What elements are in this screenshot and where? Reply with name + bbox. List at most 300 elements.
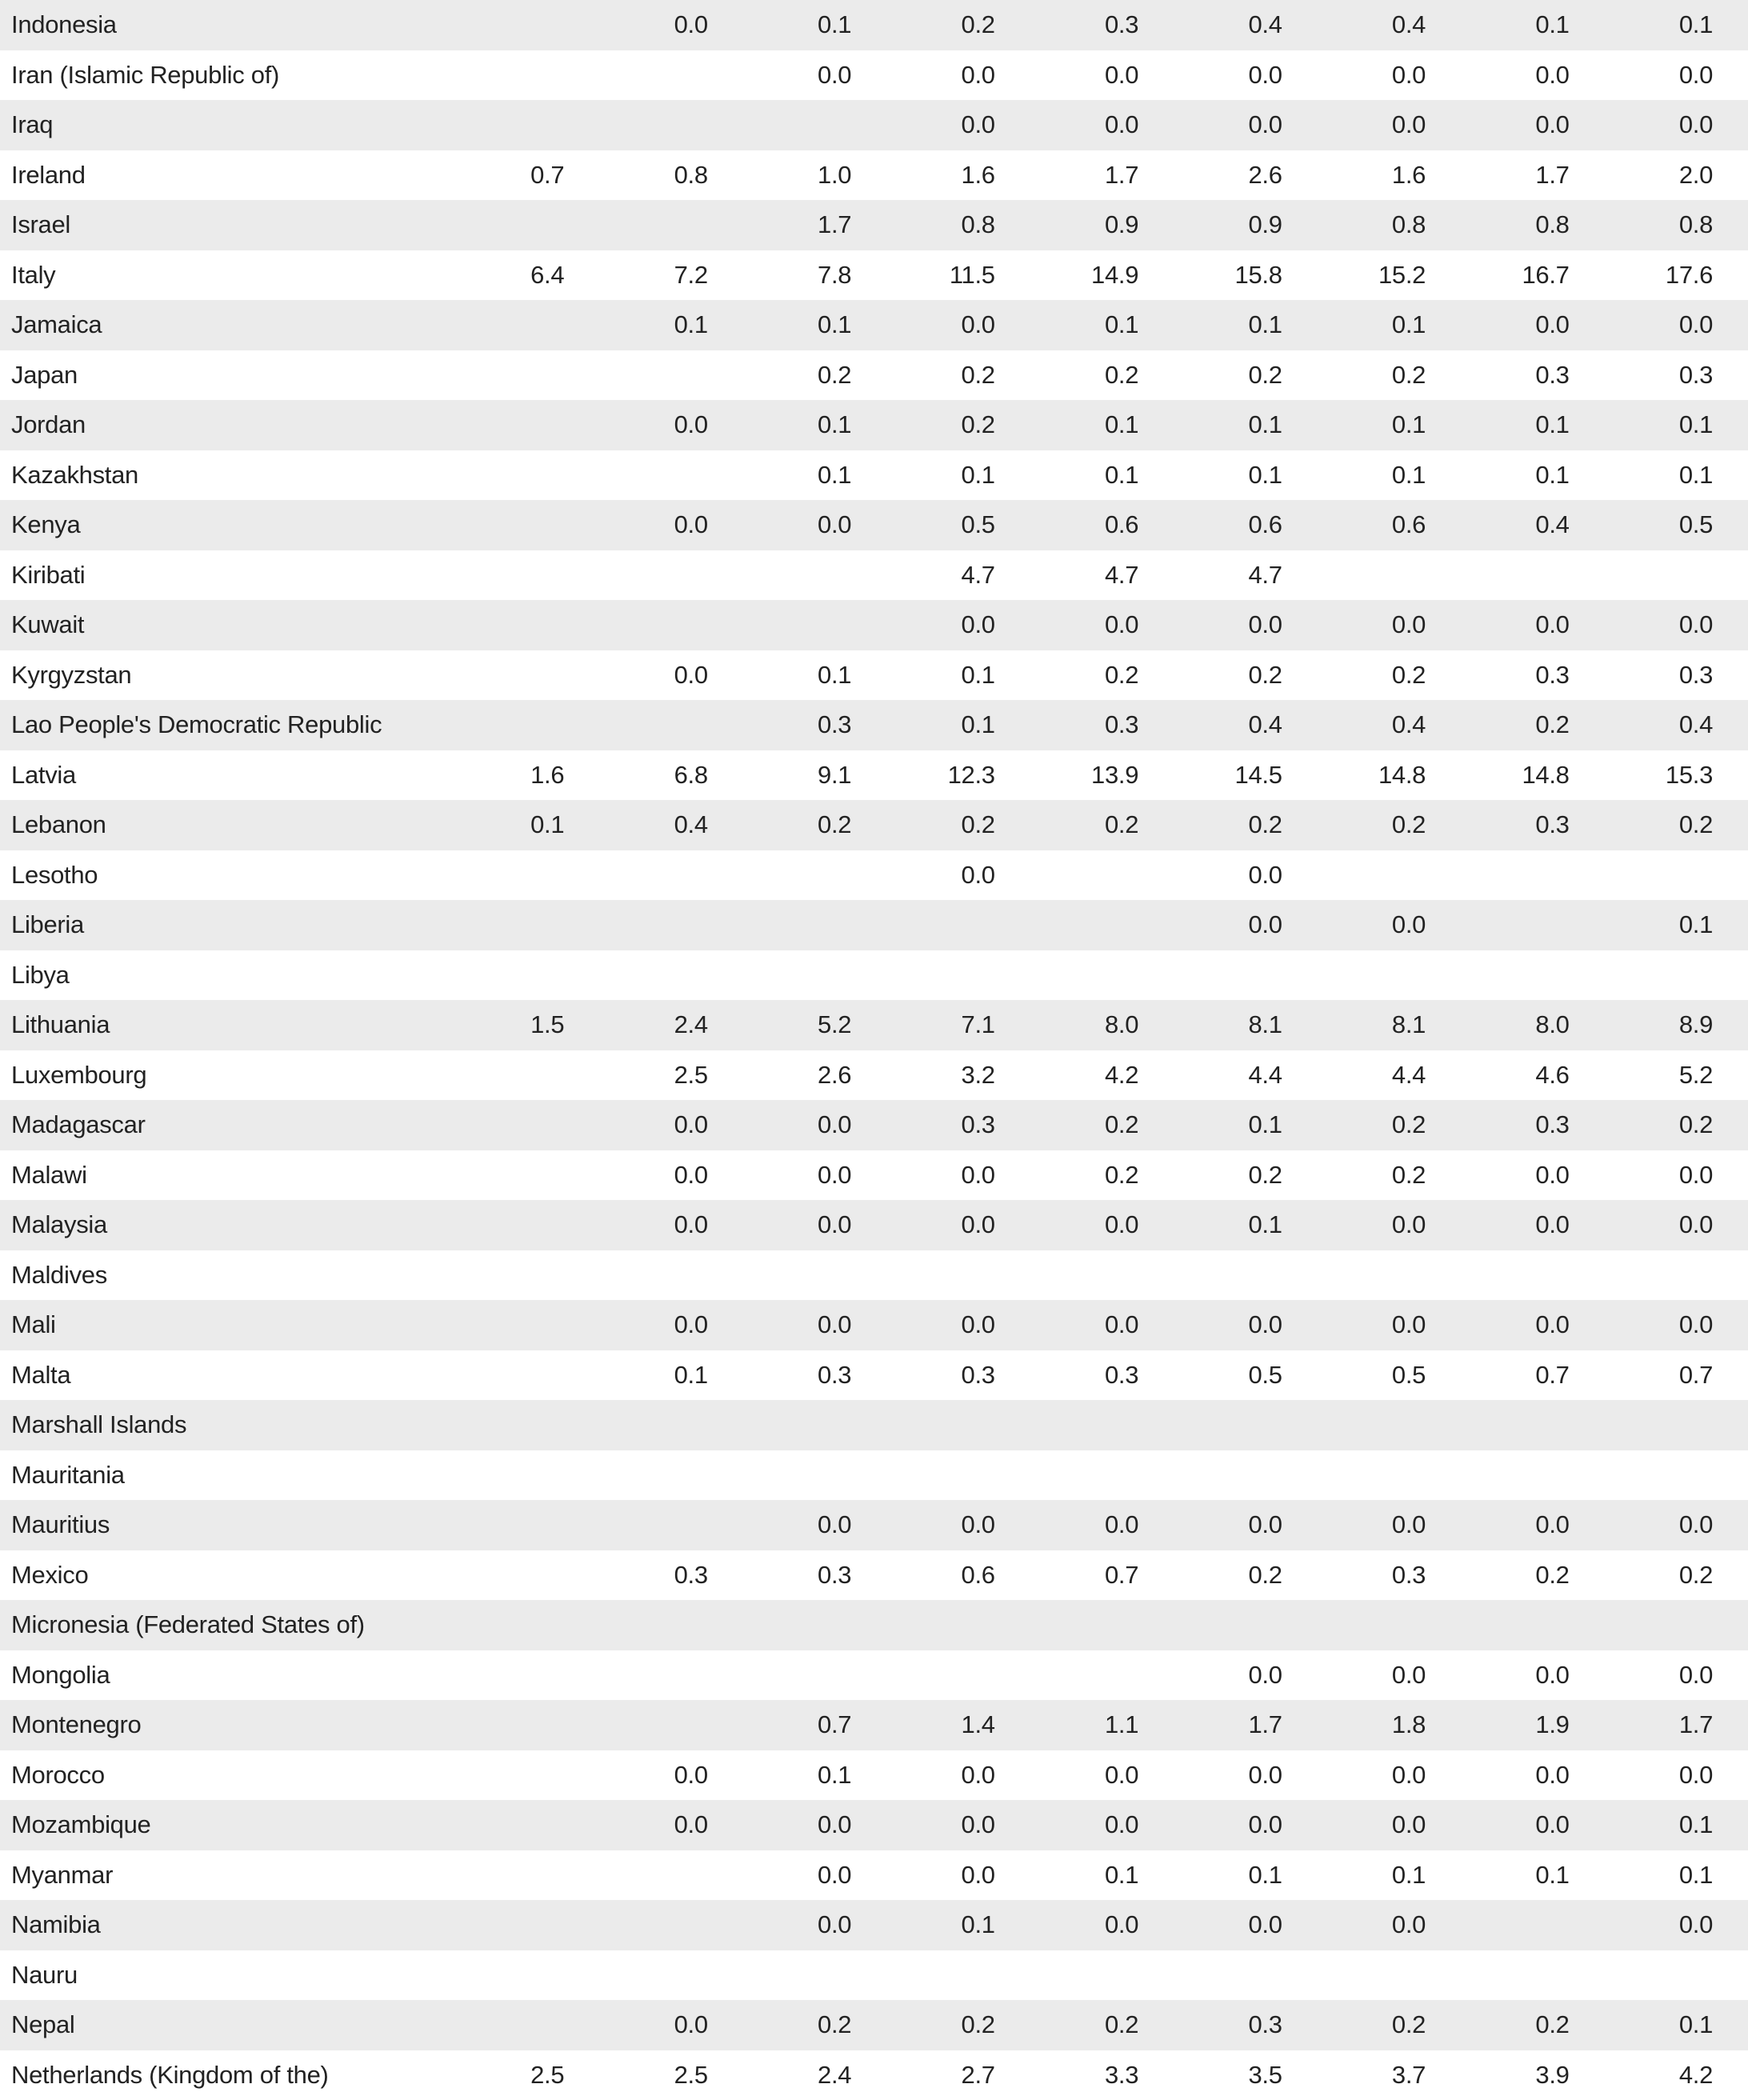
table-row [0,800,1748,850]
country-name: Malawi [0,1161,456,1190]
value-cell: 0.0 [1461,610,1604,639]
value-cell: 0.0 [1605,61,1748,90]
value-cell: 3.3 [1030,2061,1174,2090]
value-cell: 0.0 [1174,1661,1317,1690]
value-cell: 3.2 [886,1061,1030,1090]
value-cell: 0.0 [886,861,1030,890]
value-cell: 2.6 [743,1061,886,1090]
value-cell: 8.1 [1318,1010,1461,1039]
value-cell: 5.2 [1605,1061,1748,1090]
country-name: Malaysia [0,1210,456,1239]
country-name: Indonesia [0,10,456,39]
value-cell: 0.1 [1318,1861,1461,1890]
value-cell: 14.9 [1030,261,1174,290]
value-cell: 0.1 [743,1761,886,1790]
country-name: Japan [0,361,456,390]
value-cell: 0.2 [743,810,886,839]
value-cell: 0.1 [1174,461,1317,490]
country-name: Lebanon [0,810,456,839]
value-cell: 0.0 [886,1210,1030,1239]
country-name: Mauritania [0,1461,456,1490]
value-cell: 0.5 [1174,1361,1317,1390]
country-name: Kuwait [0,610,456,639]
value-cell: 0.0 [1461,1310,1604,1339]
value-cell: 0.3 [1605,361,1748,390]
value-cell: 0.0 [743,61,886,90]
value-cell: 0.0 [1605,1210,1748,1239]
value-cell: 7.2 [599,261,742,290]
value-cell: 0.4 [1605,710,1748,739]
country-name: Mongolia [0,1661,456,1690]
country-name: Kyrgyzstan [0,661,456,690]
country-name: Mozambique [0,1810,456,1839]
table-row [0,500,1748,550]
value-cell: 4.4 [1318,1061,1461,1090]
value-cell: 0.0 [599,661,742,690]
value-cell: 0.0 [1174,1910,1317,1939]
value-cell: 0.0 [599,1210,742,1239]
value-cell: 7.8 [743,261,886,290]
value-cell: 0.2 [1174,661,1317,690]
value-cell: 8.0 [1461,1010,1604,1039]
value-cell: 0.0 [743,1910,886,1939]
value-cell: 0.0 [743,1310,886,1339]
value-cell: 0.2 [886,361,1030,390]
value-cell: 0.3 [1461,1110,1604,1139]
value-cell: 0.0 [886,1310,1030,1339]
value-cell: 0.0 [1030,61,1174,90]
value-cell: 0.1 [1174,1210,1317,1239]
value-cell: 4.2 [1605,2061,1748,2090]
country-name: Latvia [0,761,456,790]
value-cell: 0.1 [1174,310,1317,339]
value-cell: 2.5 [456,2061,599,2090]
value-cell: 9.1 [743,761,886,790]
value-cell: 0.3 [1461,361,1604,390]
value-cell: 0.2 [1174,361,1317,390]
value-cell: 0.1 [599,310,742,339]
value-cell: 0.2 [1461,2010,1604,2039]
value-cell: 0.2 [1605,810,1748,839]
value-cell: 0.0 [599,1310,742,1339]
table-row [0,350,1748,401]
value-cell: 0.0 [599,10,742,39]
value-cell: 0.2 [1318,810,1461,839]
value-cell: 0.1 [1605,2010,1748,2039]
value-cell: 0.2 [1174,1161,1317,1190]
country-name: Israel [0,210,456,239]
value-cell: 0.6 [1174,510,1317,539]
value-cell: 0.1 [1318,310,1461,339]
country-name: Luxembourg [0,1061,456,1090]
value-cell: 0.7 [456,161,599,190]
table-row [0,750,1748,801]
value-cell: 0.3 [1030,10,1174,39]
value-cell: 0.0 [886,1161,1030,1190]
table-row [0,1000,1748,1050]
value-cell: 0.0 [886,1761,1030,1790]
value-cell: 0.0 [1605,1661,1748,1690]
value-cell: 0.3 [1461,661,1604,690]
table-row [0,1650,1748,1701]
value-cell: 0.0 [1030,1910,1174,1939]
value-cell: 3.7 [1318,2061,1461,2090]
value-cell: 0.0 [1461,1510,1604,1539]
value-cell: 4.2 [1030,1061,1174,1090]
value-cell: 0.2 [1461,1561,1604,1590]
table-row [0,950,1748,1001]
country-name: Kiribati [0,561,456,590]
country-name: Nepal [0,2010,456,2039]
table-row [0,1100,1748,1150]
value-cell: 0.2 [1318,661,1461,690]
country-name: Netherlands (Kingdom of the) [0,2061,456,2090]
value-cell: 0.1 [1030,461,1174,490]
value-cell: 0.3 [1461,810,1604,839]
value-cell: 0.1 [599,1361,742,1390]
value-cell: 0.2 [1461,710,1604,739]
value-cell: 0.2 [1030,2010,1174,2039]
value-cell: 0.6 [886,1561,1030,1590]
value-cell: 0.0 [599,510,742,539]
value-cell: 2.4 [599,1010,742,1039]
table-row [0,1250,1748,1301]
country-name: Iraq [0,110,456,139]
table-row [0,1750,1748,1801]
country-name: Libya [0,961,456,990]
value-cell: 0.9 [1030,210,1174,239]
value-cell: 0.1 [1605,410,1748,439]
value-cell: 0.1 [1174,1110,1317,1139]
value-cell: 0.3 [1318,1561,1461,1590]
value-cell: 0.8 [1461,210,1604,239]
value-cell: 2.5 [599,1061,742,1090]
value-cell: 0.0 [886,1810,1030,1839]
value-cell: 0.0 [1461,1210,1604,1239]
value-cell: 0.3 [1030,710,1174,739]
value-cell: 0.0 [1605,110,1748,139]
value-cell: 3.5 [1174,2061,1317,2090]
value-cell: 0.2 [1605,1561,1748,1590]
value-cell: 8.9 [1605,1010,1748,1039]
value-cell: 0.1 [743,410,886,439]
country-name: Namibia [0,1910,456,1939]
value-cell: 1.1 [1030,1710,1174,1739]
value-cell: 0.9 [1174,210,1317,239]
value-cell: 0.0 [599,1161,742,1190]
value-cell: 0.0 [1461,310,1604,339]
value-cell: 4.7 [1174,561,1317,590]
value-cell: 0.0 [1030,610,1174,639]
value-cell: 17.6 [1605,261,1748,290]
value-cell: 0.2 [1030,361,1174,390]
value-cell: 0.0 [1461,110,1604,139]
value-cell: 0.0 [1174,861,1317,890]
value-cell: 0.8 [1605,210,1748,239]
value-cell: 0.0 [1318,1810,1461,1839]
table-row [0,1500,1748,1550]
table-row [0,50,1748,101]
value-cell: 0.0 [1174,110,1317,139]
value-cell: 0.1 [1461,461,1604,490]
value-cell: 0.2 [1030,661,1174,690]
table-row [0,300,1748,350]
value-cell: 0.0 [1174,910,1317,939]
table-row [0,200,1748,250]
value-cell: 0.1 [1174,410,1317,439]
table-row [0,1350,1748,1401]
value-cell: 0.1 [743,661,886,690]
value-cell: 0.7 [743,1710,886,1739]
value-cell: 0.5 [1605,510,1748,539]
value-cell: 0.2 [1318,2010,1461,2039]
value-cell: 1.9 [1461,1710,1604,1739]
value-cell: 0.1 [1461,410,1604,439]
value-cell: 1.5 [456,1010,599,1039]
value-cell: 0.0 [1605,1761,1748,1790]
table-row [0,1700,1748,1750]
table-row [0,1550,1748,1601]
value-cell: 0.1 [886,661,1030,690]
value-cell: 6.4 [456,261,599,290]
value-cell: 0.0 [599,1810,742,1839]
value-cell: 0.0 [1318,610,1461,639]
value-cell: 0.3 [1605,661,1748,690]
value-cell: 0.7 [1030,1561,1174,1590]
value-cell: 0.0 [743,1810,886,1839]
value-cell: 0.0 [1318,1310,1461,1339]
value-cell: 0.0 [1030,1810,1174,1839]
value-cell: 0.3 [886,1361,1030,1390]
value-cell: 0.0 [1174,1510,1317,1539]
country-name: Maldives [0,1261,456,1290]
value-cell: 0.1 [1174,1861,1317,1890]
value-cell: 0.2 [1318,1110,1461,1139]
value-cell: 0.0 [1030,1761,1174,1790]
table-row [0,1900,1748,1950]
value-cell: 0.0 [1318,910,1461,939]
table-row [0,100,1748,150]
country-name: Lesotho [0,861,456,890]
value-cell: 2.0 [1605,161,1748,190]
table-row [0,550,1748,601]
value-cell: 0.1 [1605,910,1748,939]
table-row [0,900,1748,950]
value-cell: 0.0 [1318,61,1461,90]
value-cell: 0.2 [1030,1110,1174,1139]
value-cell: 0.0 [1318,1761,1461,1790]
value-cell: 0.8 [599,161,742,190]
table-row [0,600,1748,650]
value-cell: 0.1 [743,310,886,339]
value-cell: 0.0 [1605,1510,1748,1539]
value-cell: 0.3 [886,1110,1030,1139]
value-cell: 8.1 [1174,1010,1317,1039]
value-cell: 0.0 [743,1510,886,1539]
value-cell: 1.4 [886,1710,1030,1739]
country-name: Jordan [0,410,456,439]
value-cell: 0.8 [1318,210,1461,239]
value-cell: 14.5 [1174,761,1317,790]
value-cell: 15.2 [1318,261,1461,290]
country-name: Lithuania [0,1010,456,1039]
value-cell: 0.0 [1318,110,1461,139]
value-cell: 2.6 [1174,161,1317,190]
value-cell: 0.1 [1461,10,1604,39]
value-cell: 0.3 [743,710,886,739]
table-row [0,1450,1748,1501]
value-cell: 0.0 [1605,610,1748,639]
value-cell: 0.0 [1318,1510,1461,1539]
country-name: Iran (Islamic Republic of) [0,61,456,90]
value-cell: 0.1 [1605,1861,1748,1890]
table-row [0,1800,1748,1850]
value-cell: 0.5 [886,510,1030,539]
value-cell: 1.7 [743,210,886,239]
value-cell: 0.0 [1174,1810,1317,1839]
country-name: Marshall Islands [0,1410,456,1439]
value-cell: 0.2 [886,810,1030,839]
value-cell: 0.6 [1030,510,1174,539]
value-cell: 0.1 [743,10,886,39]
value-cell: 0.2 [1174,1561,1317,1590]
value-cell: 0.0 [743,1861,886,1890]
country-name: Ireland [0,161,456,190]
value-cell: 0.3 [1174,2010,1317,2039]
value-cell: 0.8 [886,210,1030,239]
value-cell: 0.1 [886,1910,1030,1939]
table-row [0,450,1748,501]
value-cell: 0.4 [1461,510,1604,539]
value-cell: 0.0 [1174,1310,1317,1339]
value-cell: 0.0 [1318,1210,1461,1239]
table-row [0,1950,1748,2001]
country-name: Liberia [0,910,456,939]
table-row [0,700,1748,750]
value-cell: 0.0 [1030,1510,1174,1539]
value-cell: 0.0 [1030,1210,1174,1239]
value-cell: 12.3 [886,761,1030,790]
value-cell: 0.1 [1030,310,1174,339]
country-name: Malta [0,1361,456,1390]
value-cell: 0.2 [1174,810,1317,839]
value-cell: 0.0 [1030,110,1174,139]
value-cell: 0.1 [886,461,1030,490]
value-cell: 0.3 [743,1361,886,1390]
value-cell: 0.0 [1461,1661,1604,1690]
value-cell: 13.9 [1030,761,1174,790]
value-cell: 0.0 [1605,1910,1748,1939]
value-cell: 0.0 [1174,61,1317,90]
value-cell: 0.0 [886,1861,1030,1890]
value-cell: 0.4 [1174,10,1317,39]
value-cell: 0.2 [1030,1161,1174,1190]
value-cell: 0.0 [886,110,1030,139]
value-cell: 2.7 [886,2061,1030,2090]
value-cell: 0.0 [1318,1910,1461,1939]
value-cell: 2.5 [599,2061,742,2090]
value-cell: 0.0 [743,1161,886,1190]
value-cell: 0.1 [743,461,886,490]
value-cell: 4.6 [1461,1061,1604,1090]
country-name: Italy [0,261,456,290]
value-cell: 0.1 [1030,1861,1174,1890]
value-cell: 1.8 [1318,1710,1461,1739]
country-name: Morocco [0,1761,456,1790]
value-cell: 0.1 [1461,1861,1604,1890]
value-cell: 8.0 [1030,1010,1174,1039]
value-cell: 0.1 [1030,410,1174,439]
value-cell: 14.8 [1461,761,1604,790]
value-cell: 0.0 [886,310,1030,339]
value-cell: 0.3 [1030,1361,1174,1390]
value-cell: 0.7 [1605,1361,1748,1390]
value-cell: 0.0 [886,1510,1030,1539]
value-cell: 0.0 [1174,610,1317,639]
value-cell: 0.0 [1605,310,1748,339]
value-cell: 0.0 [886,610,1030,639]
table-row [0,650,1748,701]
table-row [0,1150,1748,1201]
table-row [0,250,1748,301]
value-cell: 0.0 [743,1210,886,1239]
value-cell: 0.0 [599,1110,742,1139]
value-cell: 5.2 [743,1010,886,1039]
value-cell: 0.0 [1461,61,1604,90]
table-row [0,1050,1748,1101]
value-cell: 0.2 [1605,1110,1748,1139]
table-row [0,2050,1748,2100]
value-cell: 1.7 [1030,161,1174,190]
value-cell: 0.2 [743,2010,886,2039]
value-cell: 0.2 [886,410,1030,439]
country-name: Jamaica [0,310,456,339]
value-cell: 0.0 [1605,1161,1748,1190]
value-cell: 1.7 [1174,1710,1317,1739]
value-cell: 0.3 [743,1561,886,1590]
value-cell: 0.0 [599,1761,742,1790]
table-row [0,1850,1748,1901]
value-cell: 0.6 [1318,510,1461,539]
value-cell: 4.4 [1174,1061,1317,1090]
value-cell: 4.7 [1030,561,1174,590]
value-cell: 0.2 [1318,1161,1461,1190]
country-name: Myanmar [0,1861,456,1890]
value-cell: 3.9 [1461,2061,1604,2090]
value-cell: 1.0 [743,161,886,190]
table-row [0,2000,1748,2050]
value-cell: 0.1 [1318,410,1461,439]
value-cell: 0.0 [743,510,886,539]
value-cell: 2.4 [743,2061,886,2090]
value-cell: 0.0 [1461,1161,1604,1190]
value-cell: 0.0 [743,1110,886,1139]
value-cell: 0.1 [1318,461,1461,490]
value-cell: 0.4 [599,810,742,839]
value-cell: 0.1 [1605,461,1748,490]
table-row [0,400,1748,450]
country-name: Micronesia (Federated States of) [0,1610,456,1639]
value-cell: 0.2 [886,2010,1030,2039]
country-name: Lao People's Democratic Republic [0,710,456,739]
value-cell: 0.4 [1318,10,1461,39]
value-cell: 0.2 [743,361,886,390]
country-name: Madagascar [0,1110,456,1139]
country-name: Mauritius [0,1510,456,1539]
value-cell: 0.0 [1605,1310,1748,1339]
value-cell: 1.6 [456,761,599,790]
country-name: Nauru [0,1961,456,1990]
